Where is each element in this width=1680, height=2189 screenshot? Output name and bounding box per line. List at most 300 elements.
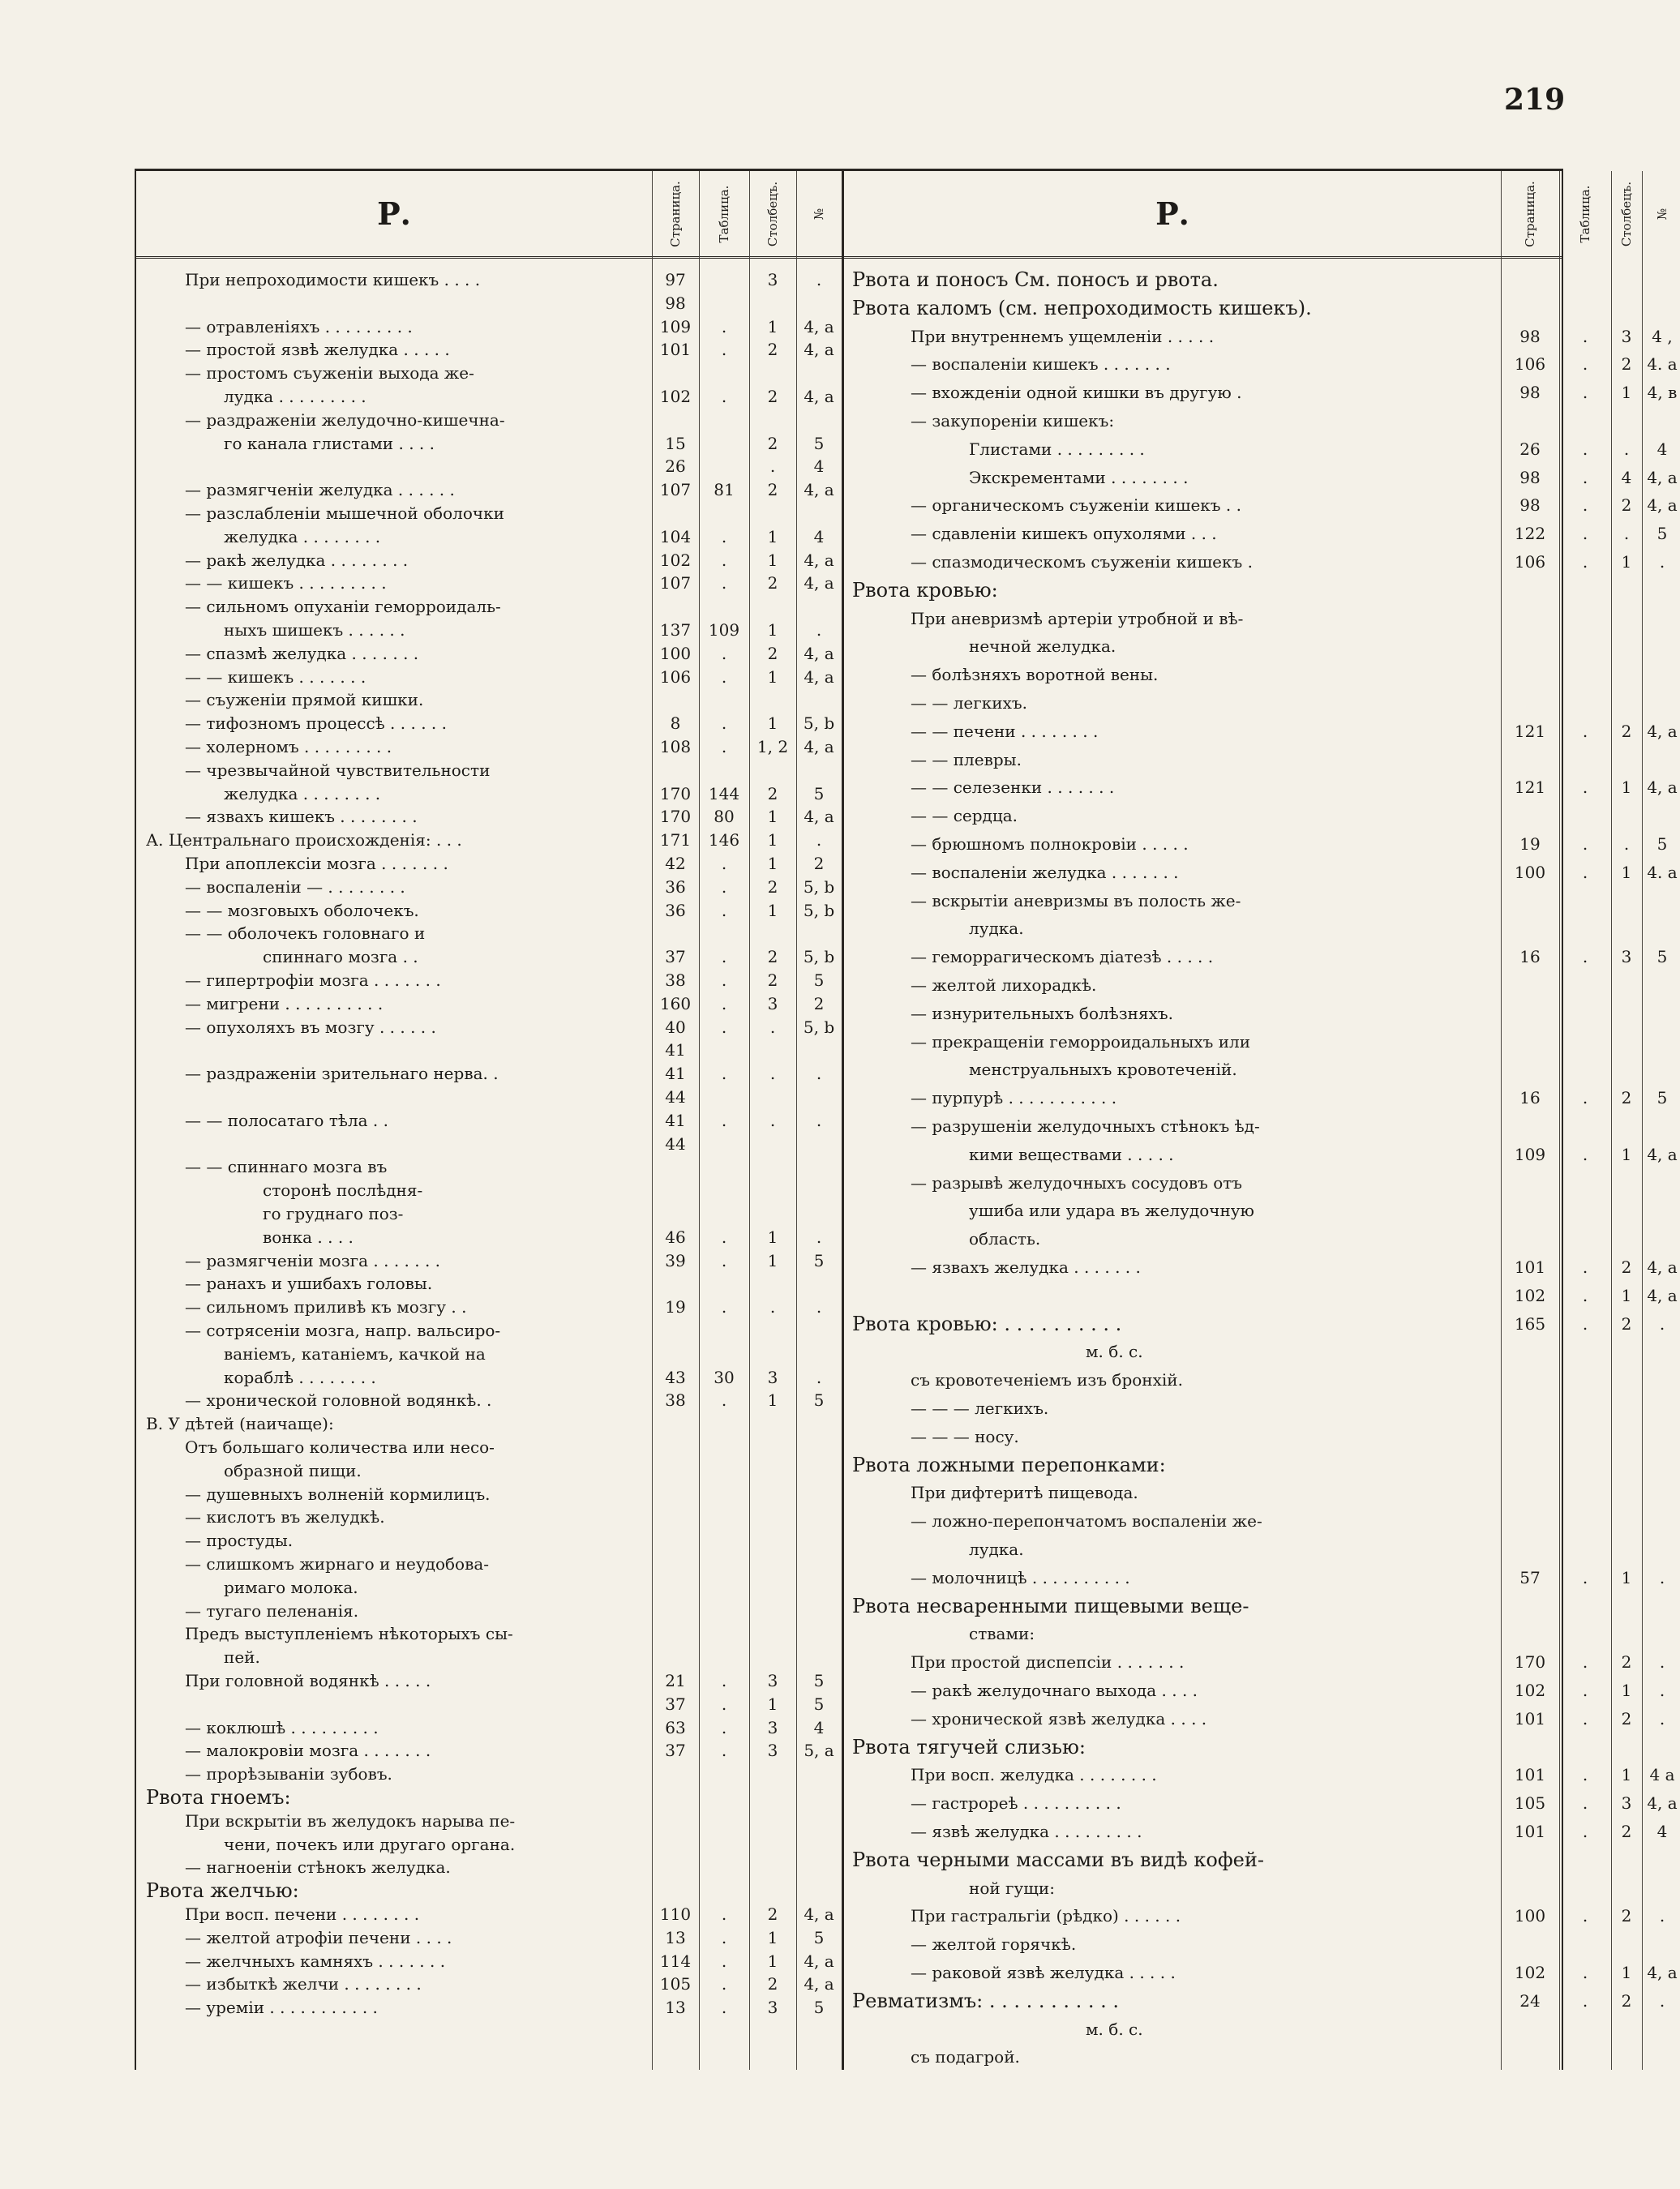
left-entry	[136, 829, 842, 851]
right-entry	[844, 1115, 1562, 1137]
entry-column: 1	[767, 854, 778, 873]
entry-text: При дифтеритѣ пищевода.	[911, 1483, 1138, 1503]
left-entry	[136, 1016, 842, 1039]
entry-page: 97	[665, 270, 686, 289]
left-entry	[136, 1319, 842, 1342]
entry-text: — — — легкихъ.	[911, 1399, 1049, 1418]
entry-column: 1	[1621, 1144, 1632, 1164]
entry-page: 110	[659, 1904, 692, 1924]
entry-text: — простуды.	[185, 1531, 294, 1551]
entry-page: 102	[659, 550, 692, 570]
entry-table: .	[1582, 1652, 1588, 1673]
left-entry	[136, 1296, 842, 1318]
entry-column: 2	[1621, 1822, 1632, 1841]
entry-page: 13	[665, 1998, 686, 2018]
entry-page: 101	[1514, 1708, 1546, 1728]
entry-text: спиннаго мозга . .	[263, 947, 418, 967]
entry-page: 160	[659, 993, 692, 1013]
entry-table: .	[1582, 467, 1588, 487]
right-entry	[844, 1312, 1665, 1335]
entry-table: .	[721, 1741, 727, 1761]
entry-column: 1	[767, 1694, 778, 1714]
entry-number: 4, а	[804, 643, 834, 663]
entry-text: лудка . . . . . . . . .	[224, 387, 366, 406]
entry-text: Рвота каломъ (см. непроходимость кишекъ).	[852, 296, 1312, 319]
entry-text: — душевныхъ волненій кормилицъ.	[185, 1484, 491, 1504]
left-entry	[136, 315, 842, 338]
left-entry	[136, 1039, 842, 1061]
entry-text: сторонѣ послѣдня-	[263, 1180, 423, 1201]
entry-column: 2	[1621, 1990, 1632, 2011]
right-entry	[844, 692, 1562, 714]
entry-page: 44	[665, 1087, 686, 1107]
entry-text: — воспаленіи желудка . . . . . . .	[911, 862, 1179, 882]
entry-text: — — легкихъ.	[911, 693, 1027, 713]
entry-page: 37	[665, 1741, 686, 1761]
entry-column: 1	[1621, 1765, 1632, 1785]
entry-text: — желтой лихорадкѣ.	[911, 975, 1097, 995]
entry-text: желудка . . . . . . . .	[224, 526, 381, 546]
entry-table: .	[721, 1974, 727, 1994]
entry-text: Рвота черными массами въ видѣ кофей-	[852, 1848, 1264, 1871]
entry-text: образной пищи.	[224, 1460, 362, 1480]
entry-text: — сотрясеніи мозга, напр. вальсиро-	[185, 1321, 501, 1340]
left-header-page: Страница.	[668, 180, 683, 247]
entry-page: 8	[670, 713, 681, 734]
entry-column: 3	[767, 993, 778, 1013]
entry-text: — чрезвычайной чувствительности	[185, 760, 491, 780]
entry-column: 1	[1621, 778, 1632, 798]
entry-page: 107	[659, 573, 692, 593]
right-header-no: №	[1655, 208, 1669, 220]
left-entry	[136, 1622, 842, 1645]
entry-column: .	[769, 456, 776, 477]
right-entry	[844, 1595, 1562, 1617]
entry-text: ныхъ шишекъ . . . . . .	[224, 620, 405, 640]
left-entry	[136, 478, 842, 501]
entry-page: 122	[1514, 524, 1546, 544]
entry-text: Предъ выступленіемъ нѣкоторыхъ сы-	[185, 1624, 513, 1644]
entry-page: 100	[659, 643, 692, 663]
entry-table: .	[1582, 1906, 1588, 1926]
entry-page: 44	[665, 1133, 686, 1154]
entry-column: 2	[767, 573, 778, 593]
entry-page: 41	[665, 1064, 686, 1084]
entry-page: 19	[1519, 834, 1541, 854]
entry-column: 1	[767, 620, 778, 640]
right-entry	[844, 1369, 1562, 1391]
left-entry	[136, 688, 842, 711]
entry-page: 26	[1519, 439, 1541, 459]
entry-number: 2	[813, 993, 825, 1013]
entry-text: — ранахъ и ушибахъ головы.	[185, 1274, 433, 1294]
entry-text: — уреміи . . . . . . . . . . .	[185, 1998, 378, 2018]
entry-text: м. б. с.	[1086, 1342, 1143, 1362]
entry-text: — — плевры.	[911, 749, 1022, 769]
entry-text: При гастральгіи (рѣдко) . . . . . .	[911, 1906, 1181, 1926]
entry-column: 2	[1621, 1906, 1632, 1926]
entry-table: .	[1582, 1822, 1588, 1841]
entry-column: 2	[767, 340, 778, 360]
entry-page: 106	[1514, 552, 1546, 572]
entry-table: .	[1582, 326, 1588, 346]
entry-column: 1	[767, 550, 778, 570]
entry-text: Отъ большаго количества или несо-	[185, 1437, 495, 1457]
entry-number: 4	[813, 526, 825, 546]
right-entry	[844, 1622, 1562, 1645]
entry-table: .	[721, 713, 727, 734]
entry-text: При аневризмѣ артеріи утробной и вѣ-	[911, 608, 1244, 628]
entry-column: 1, 2	[756, 737, 789, 756]
entry-text: При восп. желудка . . . . . . . .	[911, 1765, 1157, 1785]
entry-number: 4, а	[804, 737, 834, 756]
entry-text: При непроходимости кишекъ . . . .	[185, 270, 481, 289]
entry-text: Рвота тягучей слизью:	[852, 1735, 1086, 1758]
entry-column: 1	[767, 1927, 778, 1947]
entry-column: 1	[767, 830, 778, 850]
entry-page: 57	[1519, 1567, 1541, 1587]
entry-column: 1	[767, 807, 778, 827]
entry-column: 4	[1621, 467, 1632, 487]
entry-number: 4, а	[804, 316, 834, 336]
entry-number: .	[816, 1110, 822, 1130]
left-entry	[136, 1412, 842, 1435]
entry-page: 98	[1519, 467, 1541, 487]
left-entry	[136, 525, 842, 548]
right-entry	[844, 1877, 1562, 1900]
entry-number: .	[1659, 1313, 1665, 1334]
entry-text: Рвота желчью:	[146, 1879, 299, 1903]
entry-page: 100	[1514, 862, 1546, 882]
left-entry	[136, 572, 842, 594]
entry-text: Рвота кровью: . . . . . . . . . .	[852, 1312, 1122, 1335]
right-entry	[844, 522, 1668, 545]
left-entry	[136, 1483, 842, 1506]
entry-page: 24	[1519, 1990, 1541, 2011]
right-entry	[844, 1227, 1562, 1250]
entry-table: .	[721, 550, 727, 570]
right-entry	[844, 1199, 1562, 1222]
left-header-table: Таблица.	[717, 185, 731, 242]
entry-page: 21	[665, 1671, 686, 1690]
entry-text: Рвота ложными перепонками:	[852, 1453, 1166, 1476]
right-entry	[844, 607, 1562, 630]
entry-column: 2	[767, 1904, 778, 1924]
right-entry	[844, 720, 1678, 743]
left-entries	[136, 268, 842, 2070]
right-entry	[844, 325, 1673, 348]
entry-page: 100	[1514, 1906, 1546, 1926]
right-entry	[844, 2045, 1562, 2068]
entry-text: съ подагрой.	[911, 2047, 1020, 2067]
entry-column: 3	[767, 1367, 778, 1387]
entry-column: .	[769, 1064, 776, 1084]
entry-column: 1	[1621, 1567, 1632, 1587]
right-entry	[844, 494, 1678, 516]
entry-column: 2	[767, 433, 778, 453]
entry-table: .	[1582, 1144, 1588, 1164]
entry-table: 80	[714, 807, 735, 827]
entry-text: — — полосатаго тѣла . .	[185, 1110, 389, 1130]
entry-number: .	[1659, 1906, 1665, 1926]
entry-table: .	[721, 970, 727, 990]
entry-number: 4, а	[1647, 1257, 1678, 1277]
entry-number: 4, а	[804, 387, 834, 406]
entry-table: .	[1582, 495, 1588, 516]
entry-column: 1	[767, 1951, 778, 1971]
entry-text: — вхожденіи одной кишки въ другую .	[911, 383, 1242, 403]
entry-number: .	[1659, 1681, 1665, 1700]
entry-column: 2	[1621, 1708, 1632, 1728]
entry-text: — ложно-перепончатомъ воспаленіи же-	[911, 1511, 1262, 1531]
entry-text: ваніемъ, катаніемъ, качкой на	[224, 1343, 486, 1364]
entry-page: 106	[659, 666, 692, 687]
entry-text: — ракѣ желудочнаго выхода . . . .	[911, 1681, 1198, 1700]
entry-column: 2	[1621, 721, 1632, 741]
entry-page: 106	[1514, 354, 1546, 375]
entry-column: 1	[767, 666, 778, 687]
entry-column: 2	[767, 783, 778, 803]
entry-column: .	[769, 1110, 776, 1130]
left-entry	[136, 1996, 842, 2019]
right-entry	[844, 663, 1562, 686]
entry-text: При внутреннемъ ущемленіи . . . . .	[911, 326, 1215, 346]
left-entry	[136, 1249, 842, 1272]
entry-table: .	[721, 1927, 727, 1947]
entry-table: .	[1582, 552, 1588, 572]
entry-number: .	[816, 1227, 822, 1247]
entry-text: — органическомъ съуженіи кишекъ . .	[911, 495, 1241, 516]
entry-page: 102	[1514, 1285, 1546, 1305]
entry-text: — слишкомъ жирнаго и неудобова-	[185, 1554, 490, 1574]
entry-column: 3	[767, 1671, 778, 1690]
entry-page: 19	[665, 1297, 686, 1317]
right-entry	[844, 748, 1562, 771]
right-entry	[844, 2018, 1562, 2041]
left-entry	[136, 735, 842, 758]
entry-page: 63	[665, 1717, 686, 1737]
left-entry	[136, 1739, 842, 1762]
entry-table: .	[721, 1717, 727, 1737]
entry-table: .	[721, 573, 727, 593]
left-entry	[136, 292, 842, 315]
entry-text: — — спиннаго мозга въ	[185, 1157, 388, 1177]
entry-page: 114	[659, 1951, 692, 1971]
entry-page: 98	[1519, 383, 1541, 403]
entry-number: 4, а	[804, 1974, 834, 1994]
entry-number: 5	[813, 1250, 825, 1270]
right-entry	[844, 579, 1562, 602]
right-entry	[844, 1651, 1665, 1673]
entry-text: Рвота кровью:	[852, 578, 998, 602]
entry-number: .	[816, 620, 822, 640]
left-entry	[136, 1576, 842, 1599]
entry-text: — сильномъ опуханіи геморроидаль-	[185, 597, 501, 617]
left-entry	[136, 1086, 842, 1108]
left-entry	[136, 666, 842, 688]
right-entry	[844, 917, 1562, 940]
entry-page: 98	[665, 293, 686, 313]
entry-page: 40	[665, 1017, 686, 1037]
left-entry	[136, 338, 842, 361]
right-entry	[844, 1933, 1562, 1956]
left-entry	[136, 1366, 842, 1389]
entry-text: — разрывѣ желудочныхъ сосудовъ отъ	[911, 1172, 1243, 1193]
entry-table: .	[1582, 1313, 1588, 1334]
right-header-letter: Р.	[1155, 195, 1189, 232]
entry-table: 109	[708, 620, 740, 640]
entry-number: 5	[813, 1671, 825, 1690]
entry-table: .	[721, 993, 727, 1013]
entry-number: 4, а	[804, 807, 834, 827]
left-entry	[136, 1903, 842, 1926]
entry-page: 38	[665, 1390, 686, 1411]
entry-text: кораблѣ . . . . . . . .	[224, 1367, 376, 1387]
right-entry	[844, 945, 1668, 968]
entry-text: Экскрементами . . . . . . . .	[969, 467, 1189, 487]
entry-table: .	[1582, 524, 1588, 544]
entry-table: .	[721, 1297, 727, 1317]
entry-number: .	[816, 1064, 822, 1084]
entry-text: Рвота несваренными пищевыми веще-	[852, 1594, 1249, 1617]
entry-text: — сдавленіи кишекъ опухолями . . .	[911, 524, 1217, 544]
entry-page: 171	[659, 830, 692, 850]
entry-number: .	[816, 270, 822, 289]
right-entry	[844, 1510, 1562, 1532]
entry-text: — сильномъ приливѣ къ мозгу . .	[185, 1297, 467, 1317]
left-entry	[136, 1786, 842, 1809]
entry-text: — воспаленіи — . . . . . . . .	[185, 876, 405, 897]
left-entry	[136, 1389, 842, 1411]
right-entry	[844, 1143, 1678, 1166]
entry-number: 5	[1656, 947, 1668, 967]
entry-text: — разслабленіи мышечной оболочки	[185, 503, 504, 523]
entry-page: 46	[665, 1227, 686, 1247]
right-entry	[844, 1481, 1562, 1504]
entry-table: .	[721, 666, 727, 687]
left-entry	[136, 1926, 842, 1949]
entry-column: 2	[767, 643, 778, 663]
entry-text: ушиба или удара въ желудочную	[969, 1201, 1254, 1221]
entry-number: 4, а	[1647, 721, 1678, 741]
left-entry	[136, 619, 842, 641]
entry-table: .	[1582, 862, 1588, 882]
right-entry	[844, 1086, 1668, 1109]
entry-text: — вскрытіи аневризмы въ полость же-	[911, 890, 1241, 910]
entry-number: 5	[813, 783, 825, 803]
left-entry	[136, 1062, 842, 1085]
left-entry	[136, 1272, 842, 1295]
entry-text: — размягченіи мозга . . . . . . .	[185, 1250, 441, 1270]
entry-number: 5, а	[804, 1741, 834, 1761]
entry-column: 3	[1621, 326, 1632, 346]
entry-page: 16	[1519, 1088, 1541, 1108]
entry-table: .	[1582, 439, 1588, 459]
right-entry	[844, 1030, 1562, 1053]
entry-column: 1	[767, 316, 778, 336]
entry-number: .	[1659, 1990, 1665, 2011]
entry-number: 4, а	[804, 1904, 834, 1924]
entry-text: При вскрытіи въ желудокъ нарыва пе-	[185, 1810, 516, 1831]
entry-number: 5	[813, 1927, 825, 1947]
left-entry	[136, 969, 842, 992]
entry-page: 37	[665, 947, 686, 967]
entry-table: 30	[714, 1367, 735, 1387]
entry-table: .	[721, 1998, 727, 2018]
right-entry	[844, 297, 1562, 319]
entry-number: 4	[1656, 1822, 1668, 1841]
entry-table: .	[1582, 1088, 1588, 1108]
entry-column: 1	[1621, 1681, 1632, 1700]
entry-number: 4, а	[804, 573, 834, 593]
right-entry	[844, 1566, 1665, 1589]
left-header	[136, 171, 842, 259]
entry-number: 5, b	[803, 713, 835, 734]
entry-text: — прорѣзываніи зубовъ.	[185, 1764, 392, 1784]
entry-text: — раздраженіи желудочно-кишечна-	[185, 409, 505, 430]
entry-table: 146	[708, 830, 740, 850]
entry-page: 121	[1514, 721, 1546, 741]
entry-column: 2	[1621, 1257, 1632, 1277]
right-entry	[844, 1904, 1665, 1927]
entry-column: 2	[1621, 495, 1632, 516]
entry-column: 3	[1621, 947, 1632, 967]
entry-column: 1	[767, 526, 778, 546]
entry-text: — изнурительныхъ болѣзняхъ.	[911, 1003, 1173, 1023]
entry-page: 101	[1514, 1765, 1546, 1785]
entry-number: 4, в	[1647, 383, 1678, 403]
entry-text: — геморрагическомъ діатезѣ . . . . .	[911, 947, 1214, 967]
entry-text: — желтой горячкѣ.	[911, 1934, 1077, 1955]
entry-column: 3	[767, 1717, 778, 1737]
entry-column: 1	[1621, 1963, 1632, 1982]
entry-text: — раковой язвѣ желудка . . . . .	[911, 1963, 1176, 1982]
entry-number: 4. а	[1647, 862, 1678, 882]
entry-text: — — печени . . . . . . . .	[911, 721, 1099, 741]
entry-column: 3	[767, 1741, 778, 1761]
entry-column: 1	[767, 1227, 778, 1247]
right-header	[844, 171, 1669, 259]
entry-table: .	[1582, 1963, 1588, 1982]
entry-number: 5	[1656, 834, 1668, 854]
entry-text: — тифозномъ процессѣ . . . . . .	[185, 713, 447, 734]
entry-text: — мигрени . . . . . . . . . .	[185, 993, 384, 1013]
entry-column: 1	[767, 1390, 778, 1411]
entry-number: 4 ,	[1652, 326, 1673, 346]
entry-table: .	[721, 1390, 727, 1411]
entry-text: — болѣзняхъ воротной вены.	[911, 665, 1159, 685]
entry-number: 4. а	[1647, 354, 1678, 375]
entry-text: лудка.	[969, 1540, 1024, 1559]
entry-page: 36	[665, 900, 686, 920]
entry-table: .	[1582, 778, 1588, 798]
entry-column: 2	[1621, 1088, 1632, 1108]
entry-page: 37	[665, 1694, 686, 1714]
entry-number: 4, а	[804, 340, 834, 360]
entry-page: 105	[659, 1974, 692, 1994]
entry-table: .	[721, 1671, 727, 1690]
entry-table: .	[1582, 354, 1588, 375]
left-entry	[136, 1506, 842, 1528]
entry-page: 165	[1514, 1313, 1546, 1334]
entry-text: — брюшномъ полнокровіи . . . . .	[911, 834, 1189, 854]
entry-number: 5, b	[803, 947, 835, 967]
entry-text: — кислотъ въ желудкѣ.	[185, 1507, 385, 1527]
entry-column: 2	[767, 947, 778, 967]
left-header-no: №	[812, 208, 826, 220]
right-entry	[844, 1002, 1562, 1025]
entry-text: — — оболочекъ головнаго и	[185, 923, 426, 944]
